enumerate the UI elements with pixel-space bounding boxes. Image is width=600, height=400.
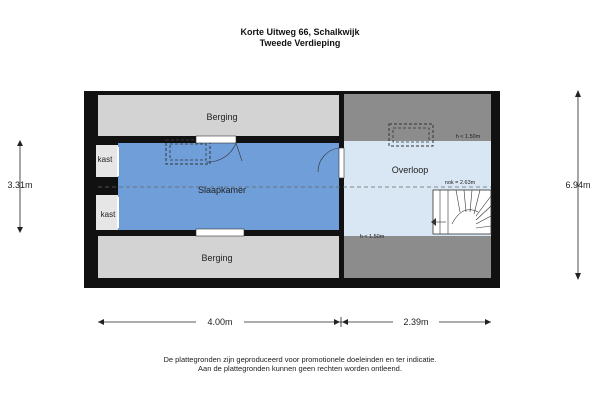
label-dimension-right: 6.94m bbox=[565, 180, 591, 190]
disclaimer-line-2: Aan de plattegronden kunnen geen rechten worden ontleend. bbox=[198, 364, 402, 373]
door-bedroom-bottom bbox=[196, 229, 244, 236]
label-overloop: Overloop bbox=[391, 165, 429, 175]
label-dimension-left: 3.31m bbox=[7, 180, 33, 190]
label-kast-bottom: kast bbox=[100, 210, 116, 219]
annotation-h-bottom: h < 1.50m bbox=[359, 234, 385, 240]
label-slaapkamer: Slaapkamer bbox=[197, 185, 247, 195]
plan-title-address: Korte Uitweg 66, Schalkwijk bbox=[240, 27, 360, 37]
annotation-nok: nok = 2.63m bbox=[444, 180, 476, 186]
staircase bbox=[431, 190, 491, 234]
label-dimension-bottom-left: 4.00m bbox=[207, 317, 233, 327]
label-kast-top: kast bbox=[97, 155, 113, 164]
disclaimer-line-1: De plattegronden zijn geproduceerd voor promotionele doeleinden en ter indicatie. bbox=[163, 355, 437, 364]
label-berging-top: Berging bbox=[206, 112, 238, 122]
label-dimension-bottom-right: 2.39m bbox=[403, 317, 429, 327]
label-berging-bottom: Berging bbox=[201, 253, 233, 263]
plan-title-floor: Tweede Verdieping bbox=[259, 38, 341, 48]
annotation-h-top: h < 1.50m bbox=[455, 134, 481, 140]
